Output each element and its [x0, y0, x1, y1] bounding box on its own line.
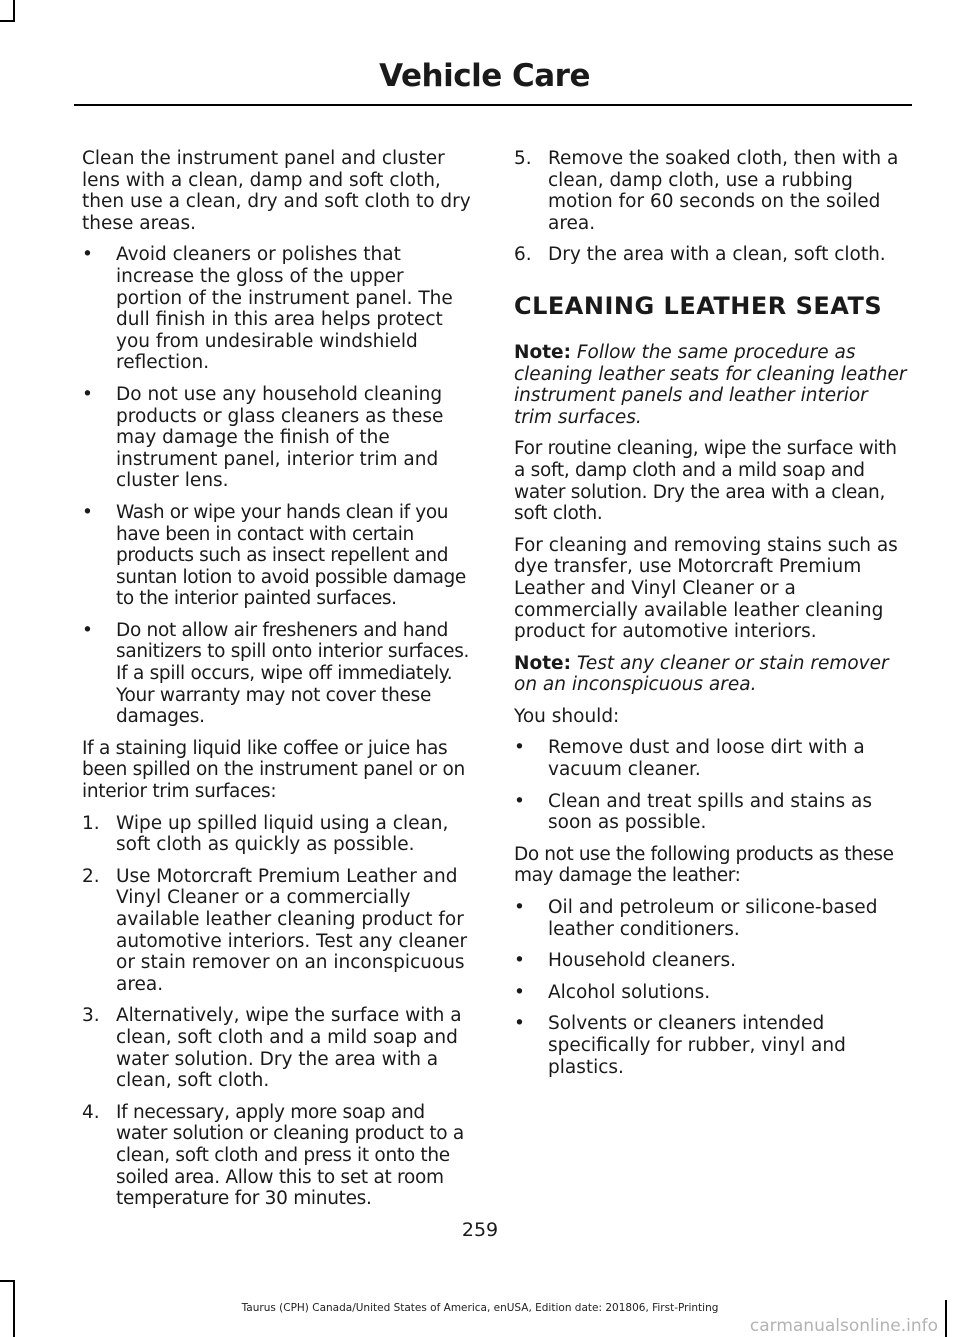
page-number: 259	[461, 1219, 499, 1241]
right-column	[514, 148, 909, 1088]
note-text: Test any cleaner or stain remover on an inconspicuous area.	[514, 652, 889, 696]
header-divider	[74, 104, 912, 106]
watermark: carmanualsonline.info	[749, 1316, 938, 1336]
bullet-marker: •	[514, 897, 525, 919]
crop-mark-bottom-left-h	[0, 1280, 15, 1282]
list-item: • Household cleaners.	[514, 950, 737, 972]
step-item: 6. Dry the area with a clean, soft cloth.	[514, 244, 886, 266]
step-number: 1.	[82, 812, 100, 834]
list-item: • Clean and treat spills and stains as soon as possible.	[514, 790, 872, 834]
bullet-marker: •	[514, 1013, 525, 1035]
page-title: Vehicle Care	[379, 58, 590, 94]
crop-mark-top-left-v	[13, 0, 15, 22]
note-paragraph	[514, 342, 909, 428]
routine-paragraph: For routine cleaning, wipe the surface with a soft, damp cloth and a mild soap and water solution. Dry the area with a clean, soft cloth.	[514, 438, 897, 525]
step-item: 4. If necessary, apply more soap and water solution or cleaning product to a clean, soft cloth and press it onto the soiled area. Allow this to set at room temperature for 30 minutes.	[82, 1101, 464, 1210]
note-text: Follow the same procedure as cleaning leather seats for cleaning leather instrument panels and leather interior trim surfaces.	[514, 341, 907, 428]
crop-mark-top-left-h	[0, 20, 15, 22]
bullet-marker: •	[514, 981, 525, 1003]
step-item: 3. Alternatively, wipe the surface with a clean, soft cloth and a mild soap and water solution. Dry the area with a clean, soft cloth.	[82, 1005, 462, 1092]
stains-paragraph: For cleaning and removing stains such as dye transfer, use Motorcraft Premium Leather and Vinyl Cleaner or a commercially available leather cleaning product for automotive interiors.	[514, 534, 898, 643]
bullet-marker: •	[82, 244, 93, 266]
bullet-marker: •	[82, 383, 93, 405]
note-paragraph	[514, 653, 909, 696]
step-item: 2. Use Motorcraft Premium Leather and Vinyl Cleaner or a commercially available leather cleaning product for automotive interiors. Test any cleaner or stain remover on an inconspicuous area.	[82, 865, 468, 995]
list-item: • Do not allow air fresheners and hand sanitizers to spill onto interior surfaces. If a spill occurs, wipe off immediately. Your warranty may not cover these damages.	[82, 619, 470, 728]
bullet-marker: •	[514, 950, 525, 972]
left-column	[82, 148, 475, 1220]
footer-edition-info: Taurus (CPH) Canada/United States of America, enUSA, Edition date: 201806, First-Printing	[241, 1302, 719, 1314]
step-number: 3.	[82, 1005, 100, 1027]
intro-paragraph: Clean the instrument panel and cluster lens with a clean, damp and soft cloth, then use a clean, dry and soft cloth to dry these areas.	[82, 148, 471, 234]
step-item: 5. Remove the soaked cloth, then with a clean, damp cloth, use a rubbing motion for 60 seconds on the soiled area.	[514, 148, 899, 234]
bullet-marker: •	[514, 790, 525, 812]
list-item: • Wash or wipe your hands clean if you have been in contact with certain products such as insect repellent and suntan lotion to avoid possible damage to the interior painted surfaces.	[82, 501, 466, 610]
note-label: Note:	[514, 341, 571, 363]
step-number: 4.	[82, 1101, 100, 1123]
step-item: 1. Wipe up spilled liquid using a clean, soft cloth as quickly as possible.	[82, 812, 449, 856]
step-number: 6.	[514, 244, 532, 266]
step-number: 2.	[82, 865, 100, 887]
bullet-marker: •	[514, 737, 525, 759]
list-item: • Oil and petroleum or silicone-based leather conditioners.	[514, 897, 878, 940]
step-number: 5.	[514, 148, 532, 169]
list-item: • Avoid cleaners or polishes that increase the gloss of the upper portion of the instrument panel. The dull finish in this area helps protect you from undesirable windshield reflection.	[82, 244, 453, 374]
spill-intro-paragraph: If a staining liquid like coffee or juice has been spilled on the instrument panel or on interior trim surfaces:	[82, 737, 465, 803]
list-item: • Do not use any household cleaning products or glass cleaners as these may damage the finish of the instrument panel, interior trim and cluster lens.	[82, 383, 444, 492]
note-label: Note:	[514, 652, 571, 674]
bullet-marker: •	[82, 619, 93, 641]
do-not-use-paragraph: Do not use the following products as these may damage the leather:	[514, 843, 894, 887]
section-heading: CLEANING LEATHER SEATS	[514, 291, 883, 320]
list-item: • Alcohol solutions.	[514, 981, 711, 1003]
list-item: • Solvents or cleaners intended specifically for rubber, vinyl and plastics.	[514, 1013, 846, 1078]
list-item: • Remove dust and loose dirt with a vacuum cleaner.	[514, 737, 865, 781]
bullet-marker: •	[82, 501, 93, 523]
you-should-paragraph: You should:	[514, 705, 620, 727]
